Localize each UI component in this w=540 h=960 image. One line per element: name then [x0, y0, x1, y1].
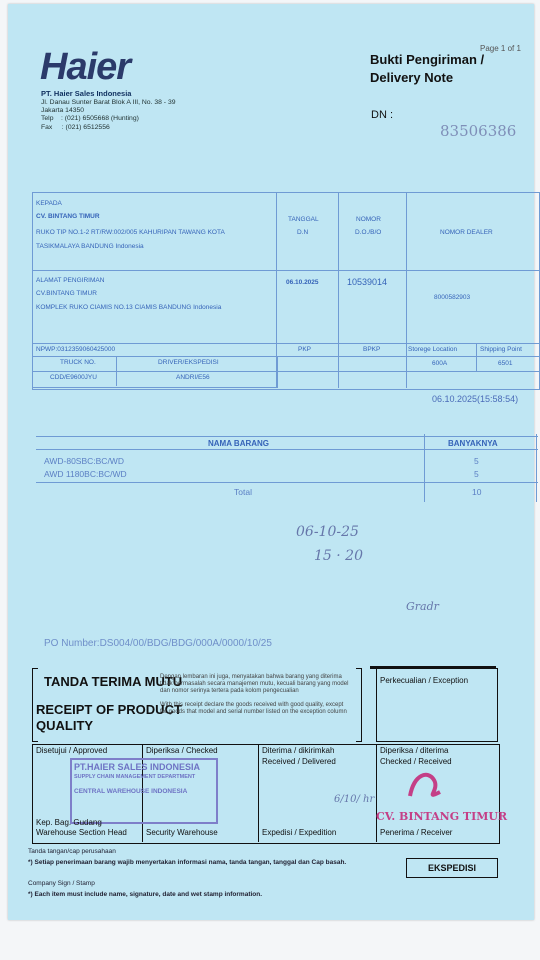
footer-line3: Company Sign / Stamp — [28, 880, 95, 887]
item-qty-header: BANYAKNYA — [448, 439, 498, 448]
footer-line4: *) Each item must include name, signature, date and wet stamp information. — [28, 891, 263, 898]
received-label: Diterima / dikirimkah — [262, 746, 335, 755]
shipping-label: ALAMAT PENGIRIMAN — [36, 277, 105, 284]
driver-label: DRIVER/EKSPEDISI — [158, 359, 219, 366]
receiver-label: Penerima / Receiver — [380, 828, 453, 837]
delivery-number: 10539014 — [347, 277, 388, 287]
delivery-note-sheet — [8, 4, 534, 920]
dn-number: 83506386 — [440, 122, 517, 140]
shipping-point-label: Shipping Point — [480, 346, 522, 353]
kepada-label: KEPADA — [36, 200, 62, 207]
consignee-name: CV. BINTANG TIMUR — [36, 213, 100, 220]
receipt-text-id: Dengan lembaran ini juga, menyatakan bahwa barang yang diterima tidak bermasalah secara manajemen mutu, kecuali barang yang model dan nomor serinya tertera pada kolom pengecualian — [160, 674, 349, 694]
date-label: TANGGAL — [288, 216, 319, 223]
exception-label: Perkecualian / Exception — [380, 676, 469, 685]
total-label: Total — [234, 487, 252, 497]
dn-label: DN : — [371, 109, 393, 121]
shipping-point-value: 6501 — [498, 360, 513, 367]
warehouse-head-id: Kep. Bag. Gudang — [36, 818, 102, 827]
print-timestamp: 06.10.2025(15:58:54) — [432, 394, 519, 404]
shipping-name: CV.BINTANG TIMUR — [36, 290, 97, 297]
warehouse-stamp: PT.HAIER SALES INDONESIA SUPPLY CHAIN MANAGEMENT DEPARTMENT CENTRAL WAREHOUSE INDONESIA — [70, 758, 218, 824]
expedition-label: Expedisi / Expedition — [262, 828, 337, 837]
security-label: Security Warehouse — [146, 828, 218, 837]
number-label: NOMOR — [356, 216, 381, 223]
checked-received-label: Diperiksa / diterima — [380, 746, 449, 755]
truck-number: CDD/E9600JYU — [50, 374, 97, 381]
haier-logo: Haier — [40, 46, 131, 88]
company-name: PT. Haier Sales Indonesia — [41, 89, 132, 98]
receiver-stamp: CV. BINTANG TIMUR — [376, 810, 508, 823]
date-sub-label: D.N — [297, 229, 309, 236]
company-address: Jl. Danau Sunter Barat Blok A III, No. 38 - 39 Jakarta 14350 Telp : (021) 6505668 (Hunting) Fax : (021) 6512556 — [41, 99, 176, 131]
bpkp-label: BPKP — [363, 346, 381, 353]
receipt-text-en: With this receipt declare the goods received with good quality, except for goods that model and serial number listed on the exception column — [160, 702, 347, 715]
item-name-header: NAMA BARANG — [208, 439, 270, 448]
npwp-number: NPWP:0312359060425000 — [36, 346, 116, 353]
handwritten-delivered: 6/10/ hr — [334, 794, 375, 805]
checked-label: Diperiksa / Checked — [146, 746, 218, 755]
page-indicator: Page 1 of 1 — [480, 44, 521, 53]
driver-name: ANDRI/E56 — [176, 374, 210, 381]
delivery-date: 06.10.2025 — [286, 279, 319, 286]
consignee-address1: RUKO TIP NO.1-2 RT/RW:002/005 KAHURIPAN TAWANG KOTA — [36, 229, 225, 236]
shipping-address: KOMPLEK RUKO CIAMIS NO.13 CIAMIS BANDUNG Indonesia — [36, 304, 222, 311]
number-sub-label: D.O./B/O — [355, 229, 382, 236]
receiver-signature-icon — [404, 766, 448, 806]
po-number: PO Number:DS004/00/BDG/BDG/000A/0000/10/25 — [44, 638, 272, 649]
receipt-title-en2: QUALITY — [36, 718, 94, 733]
dealer-number: 8000582903 — [434, 294, 471, 301]
item-row-1-qty: 5 — [474, 456, 479, 466]
warehouse-head-en: Warehouse Section Head — [36, 828, 127, 837]
approved-label: Disetujui / Approved — [36, 746, 108, 755]
item-row-1-name: AWD-80SBC:BC/WD — [44, 456, 124, 466]
pkp-label: PKP — [298, 346, 312, 353]
ekspedisi-box: EKSPEDISI — [406, 858, 498, 878]
footer-line1: Tanda tangan/cap perusahaan — [28, 848, 116, 855]
received-en-label: Received / Delivered — [262, 757, 336, 766]
handwritten-time: 15 · 20 — [314, 548, 363, 564]
handwritten-date: 06-10-25 — [296, 524, 359, 540]
receipt-title-id: TANDA TERIMA MUTU — [44, 674, 183, 689]
footer-line2: *) Setiap penerimaan barang wajib menyertakan informasi nama, tanda tangan, tanggal dan Cap basah. — [28, 859, 347, 866]
truck-label: TRUCK NO. — [60, 359, 96, 366]
doc-title-id: Bukti Pengiriman / — [370, 52, 485, 67]
item-row-2-qty: 5 — [474, 469, 479, 479]
consignee-address2: TASIKMALAYA BANDUNG Indonesia — [36, 243, 144, 250]
storage-location-label: Storege Location — [408, 346, 458, 353]
receipt-title-en1: RECEIPT OF PRODUCT — [36, 702, 182, 717]
item-row-2-name: AWD 1180BC:BC/WD — [44, 469, 127, 479]
handwritten-initials: Gradr — [406, 600, 439, 613]
total-qty: 10 — [472, 487, 482, 497]
storage-location-value: 600A — [432, 360, 448, 367]
checked-received-en-label: Checked / Received — [380, 757, 452, 766]
dealer-label: NOMOR DEALER — [440, 229, 493, 236]
doc-title-en: Delivery Note — [370, 70, 454, 85]
